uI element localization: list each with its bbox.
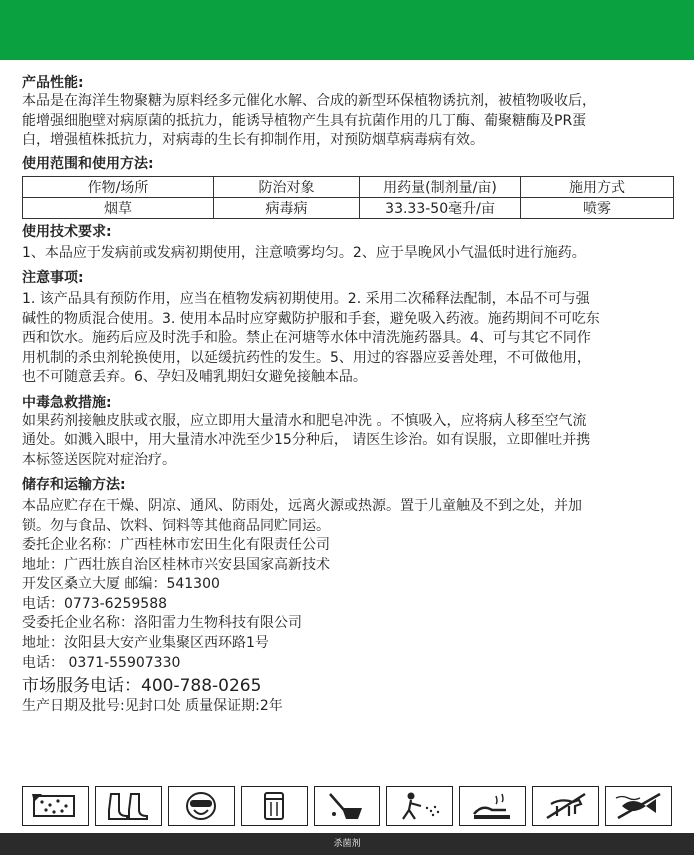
wear-boots-icon <box>95 786 162 826</box>
wear-mask-icon <box>168 786 235 826</box>
first-aid-line: 如果药剂接触皮肤或衣服，应立即用大量清水和肥皂冲洗 。不慎吸入，应将病人移至空气流 <box>22 412 587 429</box>
usage-heading: 使用范围和使用方法: <box>22 155 154 172</box>
footer-bar <box>0 833 694 855</box>
pesticide-storage-icon <box>22 786 89 826</box>
table-row <box>23 197 674 218</box>
notes-line: 用机制的杀虫剂轮换使用，以延缓抗药性的发生。5、用过的容器应妥善处理，不可做他用， <box>22 349 591 366</box>
contact-line: 地址：汝阳县大安产业集聚区西环路1号 <box>22 634 269 651</box>
first-aid-line: 通处。如溅入眼中，用大量清水冲洗至少15分种后， 请医生诊治。如有误服，立即催吐并携 <box>22 432 591 448</box>
first-aid-line: 本标签送医院对症治疗。 <box>22 451 176 468</box>
harmful-to-livestock-icon <box>532 786 599 826</box>
spraying-icon <box>386 786 453 826</box>
wash-after-use-icon <box>459 786 526 826</box>
table-header-target: 防治对象 <box>214 176 360 197</box>
production-info: 生产日期及批号:见封口处 质量保证期:2年 <box>22 698 283 715</box>
technique-line: 1、本品应于发病前或发病初期使用，注意喷雾均匀。2、应于旱晚风小气温低时进行施药。 <box>22 244 586 261</box>
contact-line: 开发区桑立大厦 邮编：541300 <box>22 576 220 593</box>
storage-line: 锁。勿与食品、饮料、饲料等其他商品同贮同运。 <box>22 517 330 534</box>
label-content <box>22 74 674 717</box>
table-cell-method: 喷雾 <box>521 197 674 218</box>
first-aid-heading: 中毒急救措施: <box>22 394 112 411</box>
performance-heading: 产品性能: <box>22 75 84 91</box>
storage-line: 本品应贮存在干燥、阴凉、通风、防雨处，远离火源或热源。置于儿童触及不到之处，并加 <box>22 498 582 514</box>
contact-line: 电话： 0371-55907330 <box>22 654 181 671</box>
contact-line: 受委托企业名称：洛阳雷力生物科技有限公司 <box>22 615 302 632</box>
safety-pictograms <box>22 786 672 826</box>
performance-line: 白，增强植株抵抗力，对病毒的生长有抑制作用，对预防烟草病毒病有效。 <box>22 132 484 148</box>
storage-heading: 储存和运输方法: <box>22 477 126 493</box>
performance-line: 能增强细胞壁对病原菌的抵抗力，能诱导植物产生具有抗菌作用的几丁酶、葡聚糖酶及PR蛋 <box>22 112 587 129</box>
service-hotline: 市场服务电话：400-788-0265 <box>22 676 262 697</box>
table-cell-crop: 烟草 <box>23 197 214 218</box>
footer-category: 杀菌剂 <box>333 839 361 849</box>
table-header-method: 施用方式 <box>521 176 674 197</box>
contact-line: 地址：广西壮族自治区桂林市兴安县国家高新技术 <box>22 556 330 573</box>
notes-line: 也不可随意丢弃。6、孕妇及哺乳期妇女避免接触本品。 <box>22 369 367 385</box>
contact-line: 委托企业名称：广西桂林市宏田生化有限责任公司 <box>22 537 330 553</box>
usage-table <box>22 176 674 219</box>
performance-line: 本品是在海洋生物聚糖为原料经多元催化水解、合成的新型环保植物诱抗剂，被植物吸收后， <box>22 93 596 109</box>
table-header-crop: 作物/场所 <box>23 176 214 197</box>
table-header-dosage: 用药量(制剂量/亩) <box>360 176 521 197</box>
table-cell-dosage: 33.33-50毫升/亩 <box>360 197 521 218</box>
harmful-to-fish-icon <box>605 786 672 826</box>
notes-line: 1. 该产品具有预防作用，应当在植物发病初期使用。2. 采用二次稀释法配制，本品不可与强 <box>22 291 590 307</box>
green-header-bar <box>0 0 694 60</box>
contact-line: 电话：0773-6259588 <box>22 595 168 612</box>
technique-heading: 使用技术要求: <box>22 223 112 240</box>
notes-line: 西和饮水。施药后应及时洗手和脸。禁止在河塘等水体中清洗施药器具。4、可与其它不同作 <box>22 330 591 346</box>
mix-pesticide-icon <box>314 786 381 826</box>
table-cell-target: 病毒病 <box>214 197 360 218</box>
table-header-row <box>23 176 674 197</box>
notes-heading: 注意事项: <box>22 270 84 286</box>
notes-line: 碱性的物质混合使用。3. 使用本品时应穿戴防护服和手套，避免吸入药液。施药期间不可吃东 <box>22 310 600 327</box>
wear-gloves-icon <box>241 786 308 826</box>
